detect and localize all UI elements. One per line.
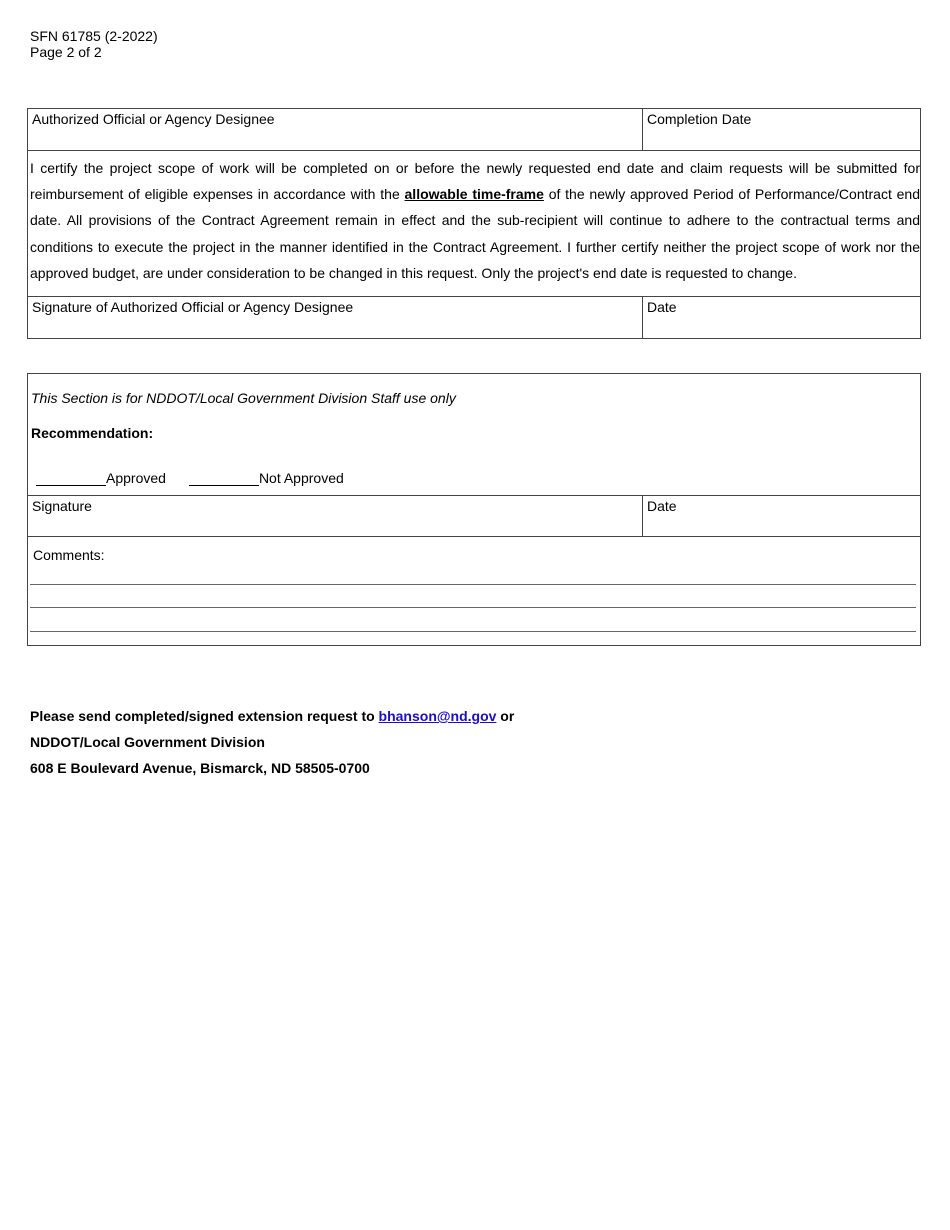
staff-signature-label: Signature	[32, 498, 92, 514]
page-indicator: Page 2 of 2	[30, 44, 102, 60]
official-date-field[interactable]	[643, 297, 920, 338]
instructions-text: Please send completed/signed extension request to	[30, 708, 379, 724]
official-signature-field[interactable]	[28, 297, 643, 338]
official-row	[28, 109, 920, 151]
signature-row	[28, 297, 920, 338]
division-address: 608 E Boulevard Avenue, Bismarck, ND 58505-0700	[30, 760, 370, 776]
submission-instructions	[30, 703, 514, 781]
comment-line[interactable]	[30, 607, 916, 608]
comment-line[interactable]	[30, 631, 916, 632]
certification-section	[27, 108, 921, 339]
cert-text-end: of the newly approved Period of Performance/Contract end date. All provisions of the Contract Agreement remain in effect and the sub-recipient will continue to adhere to the contractual terms and conditions to execute the project in the manner identified in the Contract Agreement. I further certify neither the project scope of work nor the approved budget, are under consideration to be changed in this request. Only the project's end date is requested to change.	[30, 186, 920, 281]
division-name: NDDOT/Local Government Division	[30, 734, 265, 750]
official-date-label: Date	[647, 299, 677, 315]
form-header	[30, 28, 158, 60]
cert-text-start: I certify the project scope of work will be completed on or before the newly requested end date and claim requests will be submitted for reimbursement of eligible expenses in accordance with the	[30, 160, 920, 203]
certification-text	[28, 151, 920, 297]
instructions-suffix: or	[496, 708, 515, 724]
staff-date-label: Date	[647, 498, 677, 514]
staff-section	[27, 373, 921, 646]
instructions-line-1	[30, 703, 514, 729]
cert-text-emphasis: allowable time-frame	[404, 186, 544, 203]
official-label: Authorized Official or Agency Designee	[32, 111, 275, 127]
approved-blank[interactable]	[36, 471, 106, 486]
staff-date-field[interactable]	[643, 496, 920, 536]
staff-signature-field[interactable]	[28, 496, 643, 536]
official-signature-label: Signature of Authorized Official or Agency Designee	[32, 299, 354, 315]
staff-note: This Section is for NDDOT/Local Government Division Staff use only	[31, 390, 456, 406]
comments-label: Comments:	[33, 547, 105, 563]
staff-signature-row	[28, 495, 920, 537]
official-field[interactable]	[28, 109, 643, 150]
completion-date-label: Completion Date	[647, 111, 752, 127]
approval-options	[36, 470, 344, 486]
not-approved-label: Not Approved	[258, 470, 344, 486]
comment-line[interactable]	[30, 584, 916, 585]
recommendation-label: Recommendation:	[31, 425, 154, 441]
email-link[interactable]: bhanson@nd.gov	[378, 708, 497, 724]
form-number: SFN 61785 (2-2022)	[30, 28, 158, 44]
not-approved-blank[interactable]	[189, 471, 259, 486]
completion-date-field[interactable]	[643, 109, 920, 150]
approved-label: Approved	[106, 470, 166, 486]
